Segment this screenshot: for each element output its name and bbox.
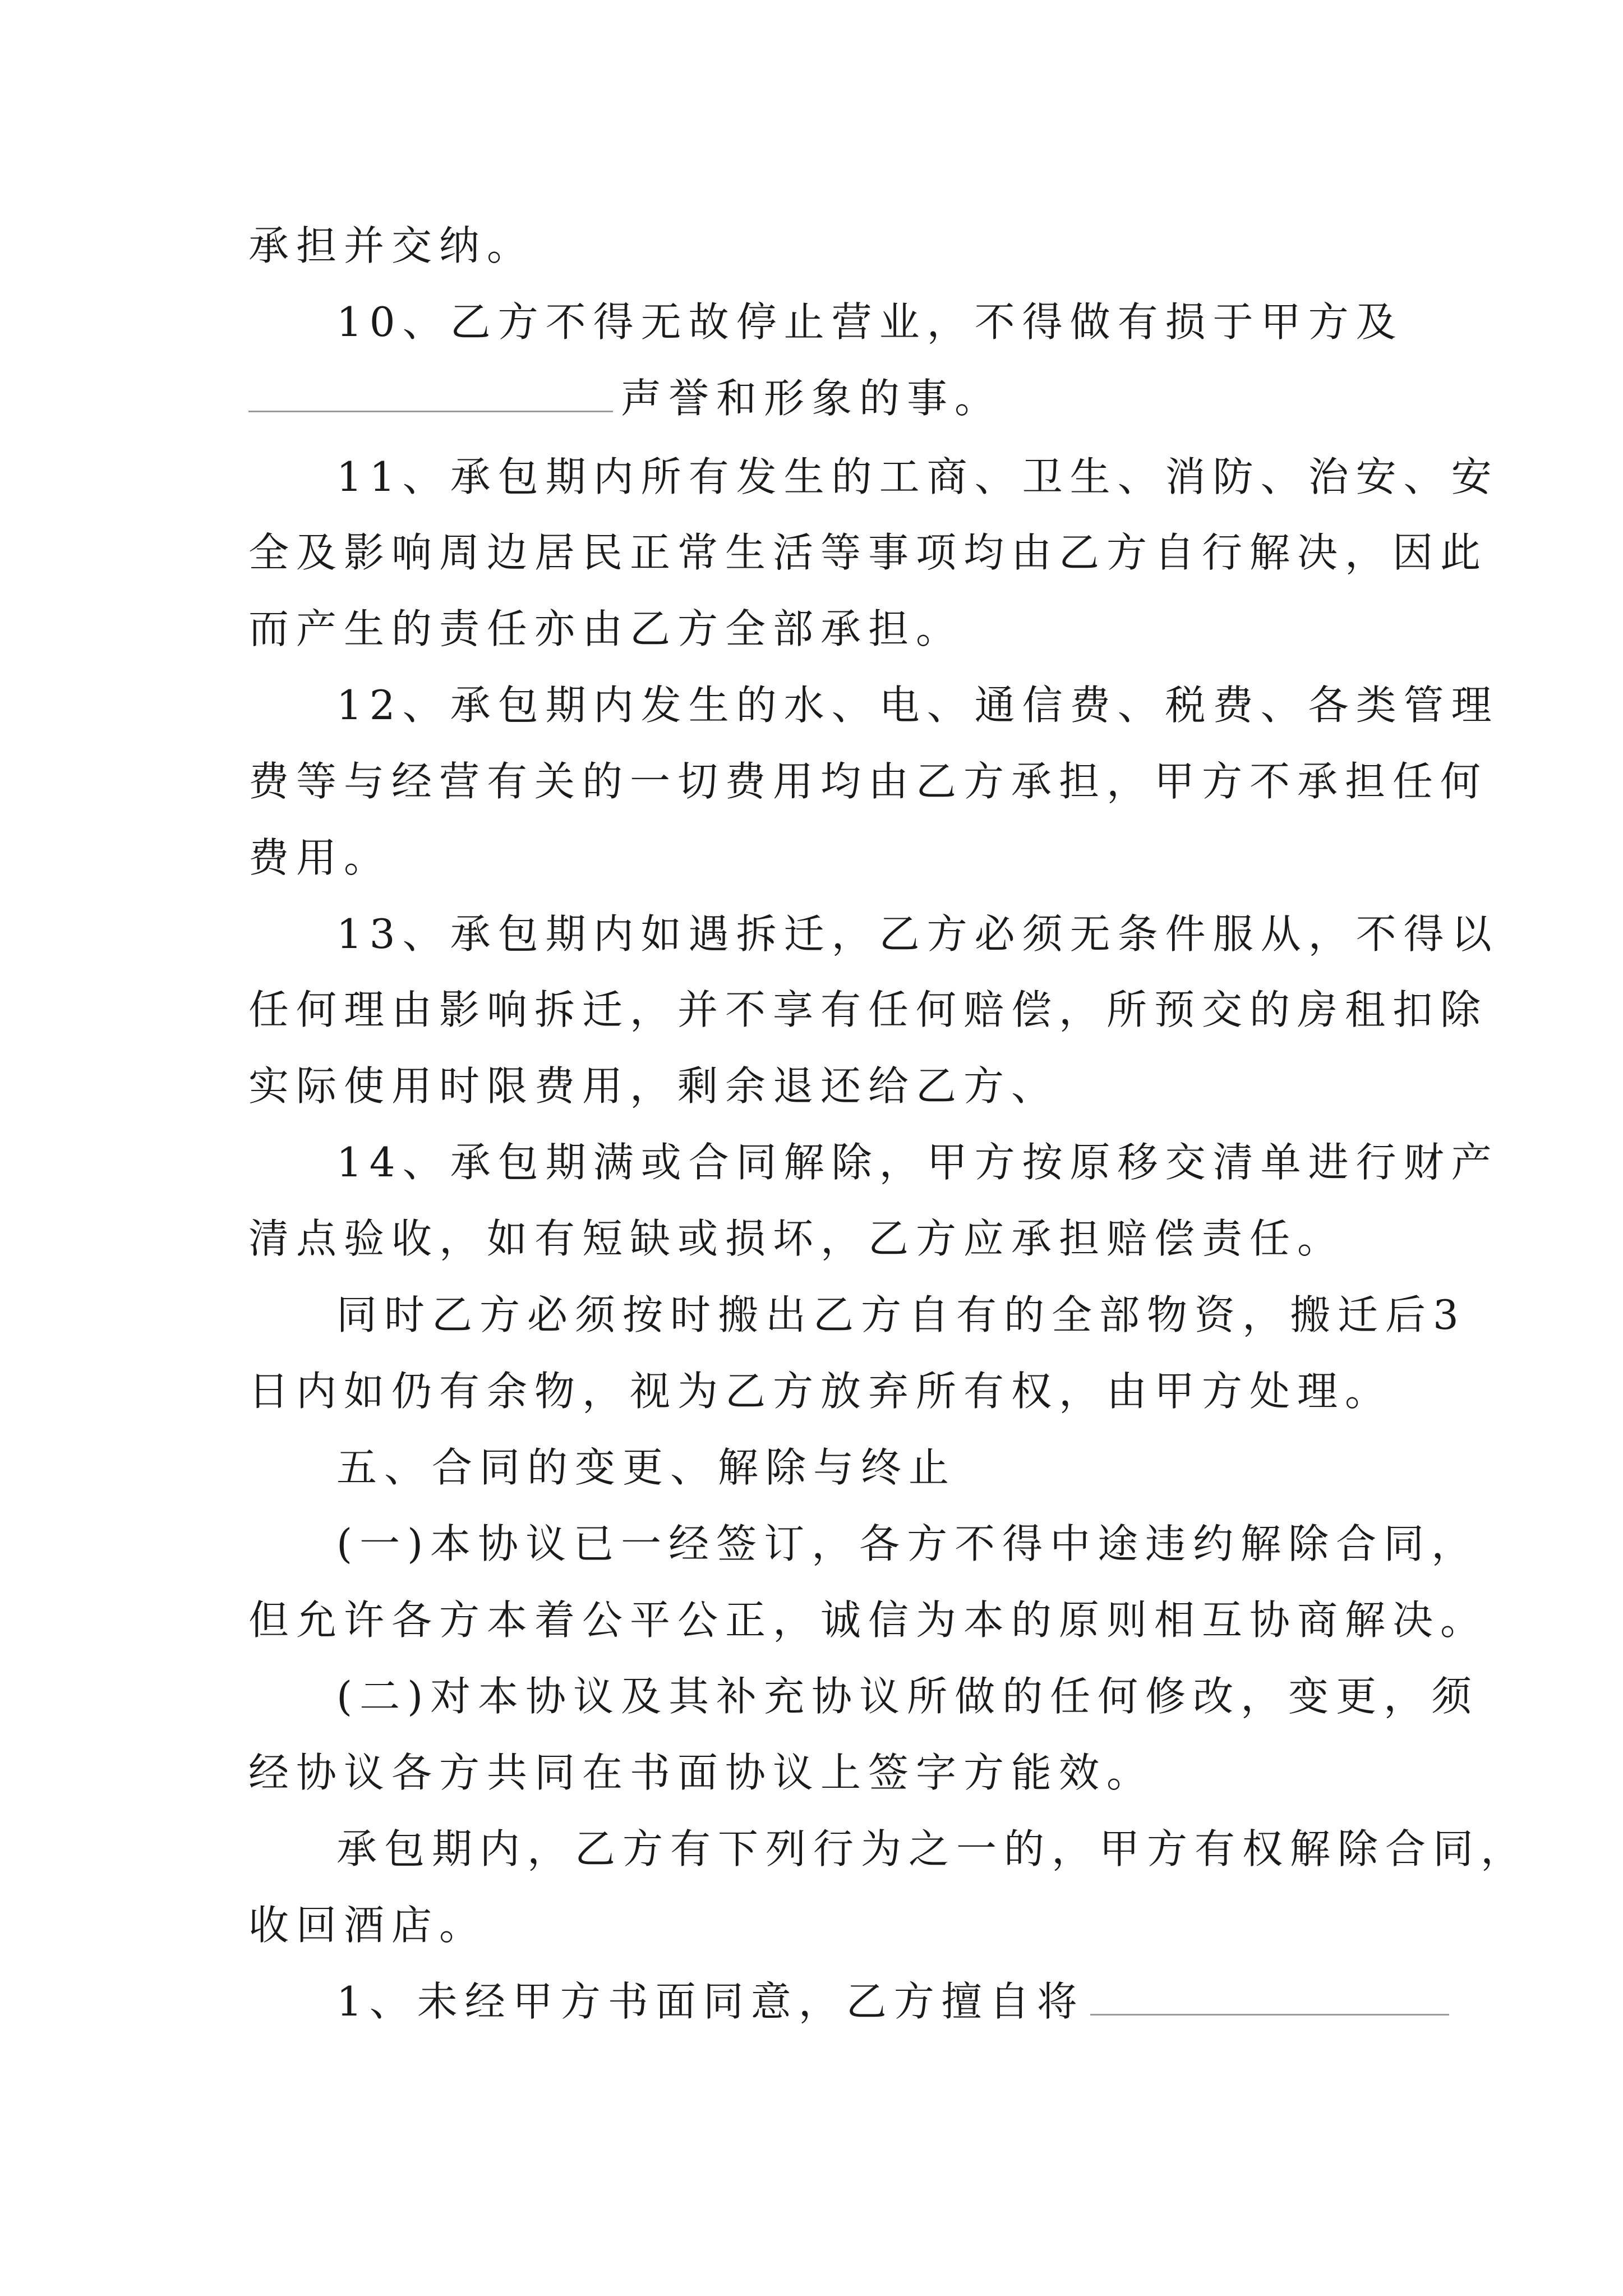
text-line: 实际使用时限费用，剩余退还给乙方、 [248, 1062, 1059, 1110]
text-line: 而产生的责任亦由乙方全部承担。 [248, 605, 964, 652]
text-line: (二)对本协议及其补充协议所做的任何修改，变更，须 [336, 1673, 1479, 1720]
text-line: 但允许各方本着公平公正，诚信为本的原则相互协商解决。 [248, 1596, 1488, 1644]
text-line: 日内如仍有余物，视为乙方放弃所有权，由甲方处理。 [248, 1368, 1393, 1415]
text-fragment: 声誉和形象的事。 [621, 375, 1003, 422]
text-line: 全及影响周边居民正常生活等事项均由乙方自行解决，因此 [248, 529, 1488, 576]
text-line: 经协议各方共同在书面协议上签字方能效。 [248, 1749, 1155, 1796]
section-heading: 五、合同的变更、解除与终止 [336, 1444, 957, 1491]
text-line: 费用。 [248, 834, 392, 881]
text-line: 10、乙方不得无故停止营业，不得做有损于甲方及 [336, 298, 1404, 346]
text-line [248, 370, 1393, 426]
text-line: 同时乙方必须按时搬出乙方自有的全部物资，搬迁后3 [336, 1291, 1466, 1338]
text-line: 承担并交纳。 [248, 222, 535, 269]
text-line: (一)本协议已一经签订，各方不得中途违约解除合同， [336, 1520, 1479, 1567]
text-line: 12、承包期内发生的水、电、通信费、税费、各类管理 [336, 682, 1499, 729]
text-line: 14、承包期满或合同解除，甲方按原移交清单进行财产 [336, 1139, 1499, 1186]
fill-in-blank [1090, 1973, 1449, 2016]
text-line: 任何理由影响拆迁，并不享有任何赔偿，所预交的房租扣除 [248, 986, 1488, 1033]
text-line: 承包期内，乙方有下列行为之一的，甲方有权解除合同， [336, 1825, 1529, 1872]
text-line: 11、承包期内所有发生的工商、卫生、消防、治安、安 [336, 453, 1499, 500]
text-line: 13、承包期内如遇拆迁，乙方必须无条件服从，不得以 [336, 910, 1499, 958]
text-line: 收回酒店。 [248, 1902, 487, 1949]
text-line: 清点验收，如有短缺或损坏，乙方应承担赔偿责任。 [248, 1215, 1345, 1262]
text-line: 费等与经营有关的一切费用均由乙方承担，甲方不承担任何 [248, 758, 1488, 805]
fill-in-blank [248, 370, 613, 412]
text-line [336, 1973, 1396, 2030]
text-fragment: 1、未经甲方书面同意，乙方擅自将 [336, 1978, 1085, 2025]
